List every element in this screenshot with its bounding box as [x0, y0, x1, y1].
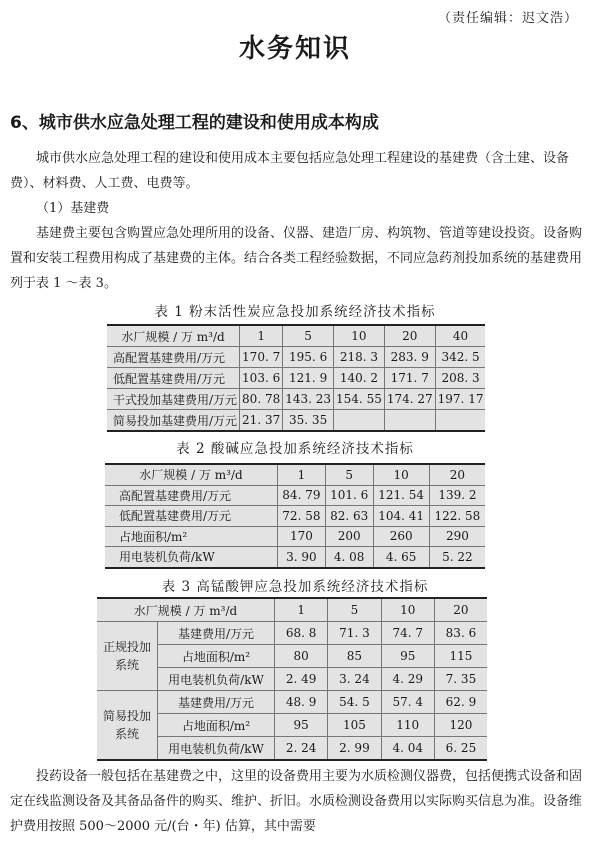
table-cell: 290 [429, 526, 485, 547]
table-cell [435, 410, 485, 432]
row-label: 占地面积/m² [158, 714, 275, 737]
table-header-cell: 5 [325, 464, 373, 485]
table-cell: 283. 9 [384, 347, 435, 368]
table-cell: 80. 78 [240, 389, 283, 410]
table-row [105, 526, 485, 547]
table-cell: 48. 9 [275, 691, 328, 714]
table-cell: 154. 55 [334, 389, 385, 410]
table-cell: 68. 8 [275, 622, 328, 645]
table-cell: 74. 7 [381, 622, 434, 645]
table-cell: 2. 99 [328, 737, 381, 761]
row-label: 高配置基建费用/万元 [107, 347, 240, 368]
table-row [105, 506, 485, 527]
table3-caption: 表 3 高锰酸钾应急投加系统经济技术指标 [161, 579, 429, 595]
table3-potassium-permanganate [97, 597, 487, 761]
table-cell: 218. 3 [334, 347, 385, 368]
table-cell: 2. 49 [275, 668, 328, 691]
table-cell: 54. 5 [328, 691, 381, 714]
group-label: 简易投加系统 [97, 691, 158, 761]
table-row [97, 691, 487, 714]
table-cell: 208. 3 [435, 368, 485, 389]
subheading-capital-cost: （1）基建费 [36, 201, 110, 216]
editor-credit: （责任编辑：迟文浩） [437, 11, 578, 26]
table-row [107, 368, 485, 389]
section-heading: 6、城市供水应急处理工程的建设和使用成本构成 [10, 113, 379, 133]
table-cell: 115 [434, 645, 487, 668]
table-cell: 3. 24 [328, 668, 381, 691]
table-cell: 197. 17 [435, 389, 485, 410]
table-cell: 62. 9 [434, 691, 487, 714]
table-cell: 72. 58 [278, 506, 326, 527]
row-label: 低配置基建费用/万元 [107, 368, 240, 389]
equipment-cost-paragraph: 投药设备一般包括在基建费之中，这里的设备费用主要为水质检测仪器费，包括便携式设备和固定在线监测设备及其备品备件的购买、维护、折旧。水质检测设备费用以实际购买信息为准。设备维护费用按照 500～2000 元/(台・年) 估算，其中需要 [10, 769, 583, 834]
table-cell: 121. 9 [283, 368, 334, 389]
table-header-row [105, 464, 485, 485]
table-cell: 140. 2 [334, 368, 385, 389]
table-cell: 170 [278, 526, 326, 547]
row-label: 用电装机负荷/kW [158, 737, 275, 761]
table-header-row [107, 325, 485, 347]
table-header-cell: 5 [283, 325, 334, 347]
table-cell: 174. 27 [384, 389, 435, 410]
table-header-cell: 水厂规模 / 万 m³/d [107, 325, 240, 347]
table2-acid-alkali [105, 463, 485, 569]
row-label: 占地面积/m² [105, 526, 278, 547]
table-header-cell: 10 [373, 464, 429, 485]
table-row [107, 389, 485, 410]
table-cell: 4. 65 [373, 547, 429, 568]
table-cell: 85 [328, 645, 381, 668]
capital-cost-paragraph: 基建费主要包含购置应急处理所用的设备、仪器、建造厂房、构筑物、管道等建设投资。设备购置和安装工程费用构成了基建费的主体。结合各类工程经验数据，不同应急药剂投加系统的基建费用列于表 1 ～表 3。 [10, 226, 583, 291]
table-cell: 143. 23 [283, 389, 334, 410]
table-cell: 3. 90 [278, 547, 326, 568]
table-header-cell: 20 [384, 325, 435, 347]
table-cell: 101. 6 [325, 485, 373, 506]
table-cell [334, 410, 385, 432]
table-cell: 21. 37 [240, 410, 283, 432]
row-label: 基建费用/万元 [158, 622, 275, 645]
table-cell: 4. 04 [381, 737, 434, 761]
row-label: 高配置基建费用/万元 [105, 485, 278, 506]
table-cell: 57. 4 [381, 691, 434, 714]
table2-caption: 表 2 酸碱应急投加系统经济技术指标 [176, 441, 414, 457]
table-header-cell: 20 [429, 464, 485, 485]
table-cell: 342. 5 [435, 347, 485, 368]
table1-caption: 表 1 粉末活性炭应急投加系统经济技术指标 [154, 304, 436, 320]
table-header-cell: 20 [434, 598, 487, 622]
table-cell: 80 [275, 645, 328, 668]
table-cell: 82. 63 [325, 506, 373, 527]
table-cell: 200 [325, 526, 373, 547]
table-row [105, 485, 485, 506]
table-cell: 7. 35 [434, 668, 487, 691]
table-cell [384, 410, 435, 432]
table-cell: 122. 58 [429, 506, 485, 527]
table-header-cell: 40 [435, 325, 485, 347]
table-cell: 4. 29 [381, 668, 434, 691]
table-header-cell: 5 [328, 598, 381, 622]
table-cell: 6. 25 [434, 737, 487, 761]
row-label: 干式投加基建费用/万元 [107, 389, 240, 410]
table-row [97, 622, 487, 645]
row-label: 占地面积/m² [158, 645, 275, 668]
table-cell: 260 [373, 526, 429, 547]
table-cell: 110 [381, 714, 434, 737]
table-header-cell: 水厂规模 / 万 m³/d [97, 598, 275, 622]
table-header-cell: 1 [240, 325, 283, 347]
intro-paragraph: 城市供水应急处理工程的建设和使用成本主要包括应急处理工程建设的基建费（含土建、设备费）、材料费、人工费、电费等。 [10, 151, 570, 191]
table-cell: 71. 3 [328, 622, 381, 645]
table-cell: 120 [434, 714, 487, 737]
table-cell: 4. 08 [325, 547, 373, 568]
table-cell: 2. 24 [275, 737, 328, 761]
table-cell: 83. 6 [434, 622, 487, 645]
table-row [105, 547, 485, 568]
table-header-cell: 10 [334, 325, 385, 347]
table-cell: 104. 41 [373, 506, 429, 527]
row-label: 用电装机负荷/kW [158, 668, 275, 691]
row-label: 低配置基建费用/万元 [105, 506, 278, 527]
table-cell: 139. 2 [429, 485, 485, 506]
table-cell: 171. 7 [384, 368, 435, 389]
table-header-row [97, 598, 487, 622]
table1-activated-carbon [107, 324, 485, 432]
table-cell: 5. 22 [429, 547, 485, 568]
page-title: 水务知识 [238, 34, 351, 64]
table-header-cell: 1 [275, 598, 328, 622]
table-cell: 121. 54 [373, 485, 429, 506]
table-cell: 95 [275, 714, 328, 737]
row-label: 用电装机负荷/kW [105, 547, 278, 568]
row-label: 基建费用/万元 [158, 691, 275, 714]
table-row [107, 347, 485, 368]
table-cell: 105 [328, 714, 381, 737]
table-cell: 95 [381, 645, 434, 668]
table-header-cell: 1 [278, 464, 326, 485]
table-header-cell: 水厂规模 / 万 m³/d [105, 464, 278, 485]
table-cell: 195. 6 [283, 347, 334, 368]
table-cell: 84. 79 [278, 485, 326, 506]
table-cell: 170. 7 [240, 347, 283, 368]
table-cell: 103. 6 [240, 368, 283, 389]
table-cell: 35. 35 [283, 410, 334, 432]
row-label: 简易投加基建费用/万元 [107, 410, 240, 432]
group-label: 正规投加系统 [97, 622, 158, 691]
table-row [107, 410, 485, 432]
table-header-cell: 10 [381, 598, 434, 622]
